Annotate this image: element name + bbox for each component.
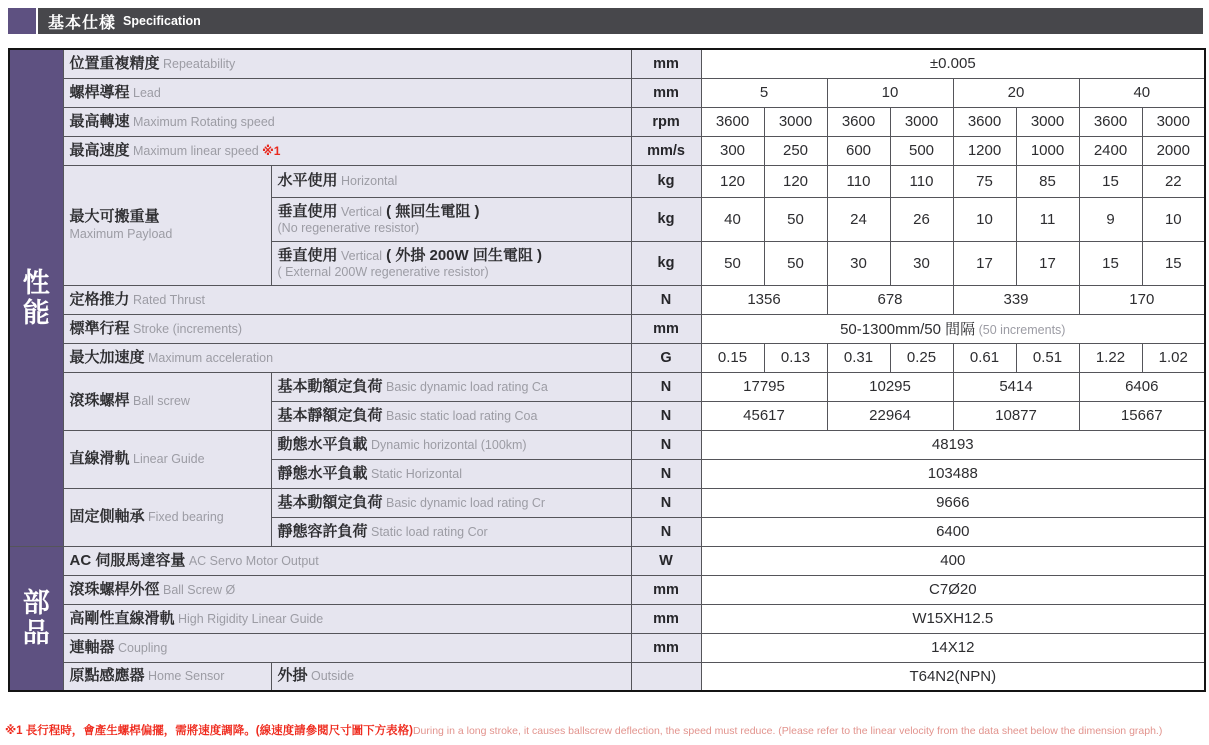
section-title-zh: 基本仕樣: [48, 14, 117, 32]
unit-cell: kg: [631, 241, 701, 285]
value-cell: 10: [827, 78, 953, 107]
value-cell: 0.31: [827, 343, 890, 372]
unit-cell: mm: [631, 633, 701, 662]
value-cell: 120: [701, 165, 764, 197]
value-cell: 9666: [701, 488, 1205, 517]
unit-cell: N: [631, 401, 701, 430]
unit-cell: rpm: [631, 107, 701, 136]
value-cell: 3000: [890, 107, 953, 136]
value-cell: 50: [764, 241, 827, 285]
row-label-cell: 定格推力 Rated Thrust: [63, 285, 631, 314]
value-cell: 600: [827, 136, 890, 165]
value-cell: 110: [890, 165, 953, 197]
value-cell: 0.25: [890, 343, 953, 372]
row-label-cell: 標準行程 Stroke (increments): [63, 314, 631, 343]
value-cell: 75: [953, 165, 1016, 197]
unit-cell: mm: [631, 314, 701, 343]
value-cell: 110: [827, 165, 890, 197]
value-cell: 1356: [701, 285, 827, 314]
value-cell: 17: [1016, 241, 1079, 285]
unit-cell: kg: [631, 165, 701, 197]
value-cell: 40: [1079, 78, 1205, 107]
value-cell: 0.61: [953, 343, 1016, 372]
value-cell: 339: [953, 285, 1079, 314]
value-cell: 30: [827, 241, 890, 285]
value-cell: W15XH12.5: [701, 604, 1205, 633]
row-label-cell: 最高轉速 Maximum Rotating speed: [63, 107, 631, 136]
value-cell: 3600: [701, 107, 764, 136]
table-row: [9, 575, 1205, 604]
unit-cell: W: [631, 546, 701, 575]
value-cell: 85: [1016, 165, 1079, 197]
value-cell: 500: [890, 136, 953, 165]
value-cell: 1.02: [1142, 343, 1205, 372]
sub-label-cell: 垂直使用 Vertical ( 無回生電阻 ) (No regenerative resistor): [271, 197, 631, 241]
sub-label-cell: 靜態水平負載 Static Horizontal: [271, 459, 631, 488]
table-row: [9, 372, 1205, 401]
row-label-cell: 位置重複精度 Repeatability: [63, 49, 631, 78]
value-cell: 14X12: [701, 633, 1205, 662]
value-cell: 15: [1142, 241, 1205, 285]
value-cell: 11: [1016, 197, 1079, 241]
unit-cell: [631, 662, 701, 691]
unit-cell: kg: [631, 197, 701, 241]
unit-cell: mm: [631, 575, 701, 604]
spec-table: [8, 48, 1206, 692]
footnote-zh: ※1 長行程時，會產生螺桿偏擺，需將速度調降。(線速度請參閱尺寸圖下方表格): [5, 725, 413, 737]
unit-cell: N: [631, 372, 701, 401]
table-row: [9, 314, 1205, 343]
value-cell: 22964: [827, 401, 953, 430]
unit-cell: mm: [631, 604, 701, 633]
value-cell: 10295: [827, 372, 953, 401]
table-row: [9, 343, 1205, 372]
table-row: [9, 136, 1205, 165]
value-cell: 3600: [1079, 107, 1142, 136]
group-label-cell: 直線滑軌 Linear Guide: [63, 430, 271, 488]
value-cell: 6400: [701, 517, 1205, 546]
value-cell: 3000: [1016, 107, 1079, 136]
row-label-cell: AC 伺服馬達容量 AC Servo Motor Output: [63, 546, 631, 575]
group-label-cell: 滾珠螺桿 Ball screw: [63, 372, 271, 430]
value-cell: 678: [827, 285, 953, 314]
value-cell: 10: [1142, 197, 1205, 241]
value-cell: 15667: [1079, 401, 1205, 430]
value-cell: 9: [1079, 197, 1142, 241]
unit-cell: mm: [631, 78, 701, 107]
table-row: [9, 78, 1205, 107]
value-cell: C7Ø20: [701, 575, 1205, 604]
sub-label-cell: 基本靜額定負荷 Basic static load rating Coa: [271, 401, 631, 430]
section-header: [8, 8, 1203, 34]
value-cell: 2000: [1142, 136, 1205, 165]
value-cell: 10877: [953, 401, 1079, 430]
value-cell: 40: [701, 197, 764, 241]
value-cell: 120: [764, 165, 827, 197]
group-label-cell: 最大可搬重量 Maximum Payload: [63, 165, 271, 285]
unit-cell: N: [631, 459, 701, 488]
row-label-cell: 原點感應器 Home Sensor: [63, 662, 271, 691]
unit-cell: mm: [631, 49, 701, 78]
table-row: [9, 662, 1205, 691]
unit-cell: G: [631, 343, 701, 372]
value-cell: 30: [890, 241, 953, 285]
table-row: [9, 488, 1205, 517]
row-label-cell: 最高速度 Maximum linear speed ※1: [63, 136, 631, 165]
value-cell: 48193: [701, 430, 1205, 459]
table-row: [9, 633, 1205, 662]
unit-cell: N: [631, 517, 701, 546]
section-header-bar: [38, 8, 1203, 34]
value-cell: 5414: [953, 372, 1079, 401]
value-cell: 3600: [827, 107, 890, 136]
table-row: [9, 546, 1205, 575]
sub-label-cell: 靜態容許負荷 Static load rating Cor: [271, 517, 631, 546]
value-cell: 0.51: [1016, 343, 1079, 372]
value-cell: ±0.005: [701, 49, 1205, 78]
value-cell: 5: [701, 78, 827, 107]
table-row: [9, 107, 1205, 136]
row-label-cell: 最大加速度 Maximum acceleration: [63, 343, 631, 372]
row-label-cell: 螺桿導程 Lead: [63, 78, 631, 107]
value-cell: 20: [953, 78, 1079, 107]
value-cell: 3600: [953, 107, 1016, 136]
sub-label-cell: 水平使用 Horizontal: [271, 165, 631, 197]
table-row: [9, 430, 1205, 459]
value-cell: 17: [953, 241, 1016, 285]
value-cell: 50-1300mm/50 間隔 (50 increments): [701, 314, 1205, 343]
row-label-cell: 高剛性直線滑軌 High Rigidity Linear Guide: [63, 604, 631, 633]
sub-label-cell: 垂直使用 Vertical ( 外掛 200W 回生電阻 ) ( External 200W regenerative resistor): [271, 241, 631, 285]
unit-cell: N: [631, 488, 701, 517]
sub-label-cell: 基本動額定負荷 Basic dynamic load rating Ca: [271, 372, 631, 401]
value-cell: 400: [701, 546, 1205, 575]
group-label-cell: 固定側軸承 Fixed bearing: [63, 488, 271, 546]
value-cell: 1200: [953, 136, 1016, 165]
value-cell: 250: [764, 136, 827, 165]
value-cell: 300: [701, 136, 764, 165]
sidebar-parts: 部 品: [9, 546, 63, 691]
unit-cell: N: [631, 430, 701, 459]
value-cell: 2400: [1079, 136, 1142, 165]
value-cell: 17795: [701, 372, 827, 401]
value-cell: 50: [764, 197, 827, 241]
table-row: [9, 165, 1205, 197]
accent-square-icon: [8, 8, 36, 34]
table-row: [9, 285, 1205, 314]
unit-cell: N: [631, 285, 701, 314]
footnote: [5, 721, 1205, 739]
value-cell: 45617: [701, 401, 827, 430]
value-cell: 6406: [1079, 372, 1205, 401]
section-title-en: Specification: [123, 14, 201, 28]
value-cell: 50: [701, 241, 764, 285]
value-cell: 170: [1079, 285, 1205, 314]
row-label-cell: 滾珠螺桿外徑 Ball Screw Ø: [63, 575, 631, 604]
value-cell: 0.15: [701, 343, 764, 372]
table-row: [9, 604, 1205, 633]
unit-cell: mm/s: [631, 136, 701, 165]
sub-label-cell: 動態水平負載 Dynamic horizontal (100km): [271, 430, 631, 459]
value-cell: 26: [890, 197, 953, 241]
value-cell: 24: [827, 197, 890, 241]
value-cell: 0.13: [764, 343, 827, 372]
value-cell: 15: [1079, 165, 1142, 197]
sub-label-cell: 外掛 Outside: [271, 662, 631, 691]
footnote-en: During in a long stroke, it causes ballscrew deflection, the speed must reduce. (Please refer to the linear velocity from the data sheet below the dimension graph.): [412, 725, 1163, 737]
value-cell: 103488: [701, 459, 1205, 488]
value-cell: 10: [953, 197, 1016, 241]
value-cell: 1.22: [1079, 343, 1142, 372]
value-cell: 22: [1142, 165, 1205, 197]
value-cell: T64N2(NPN): [701, 662, 1205, 691]
table-row: [9, 49, 1205, 78]
value-cell: 15: [1079, 241, 1142, 285]
value-cell: 3000: [1142, 107, 1205, 136]
sidebar-performance: 性 能: [9, 49, 63, 546]
value-cell: 3000: [764, 107, 827, 136]
value-cell: 1000: [1016, 136, 1079, 165]
row-label-cell: 連軸器 Coupling: [63, 633, 631, 662]
sub-label-cell: 基本動額定負荷 Basic dynamic load rating Cr: [271, 488, 631, 517]
